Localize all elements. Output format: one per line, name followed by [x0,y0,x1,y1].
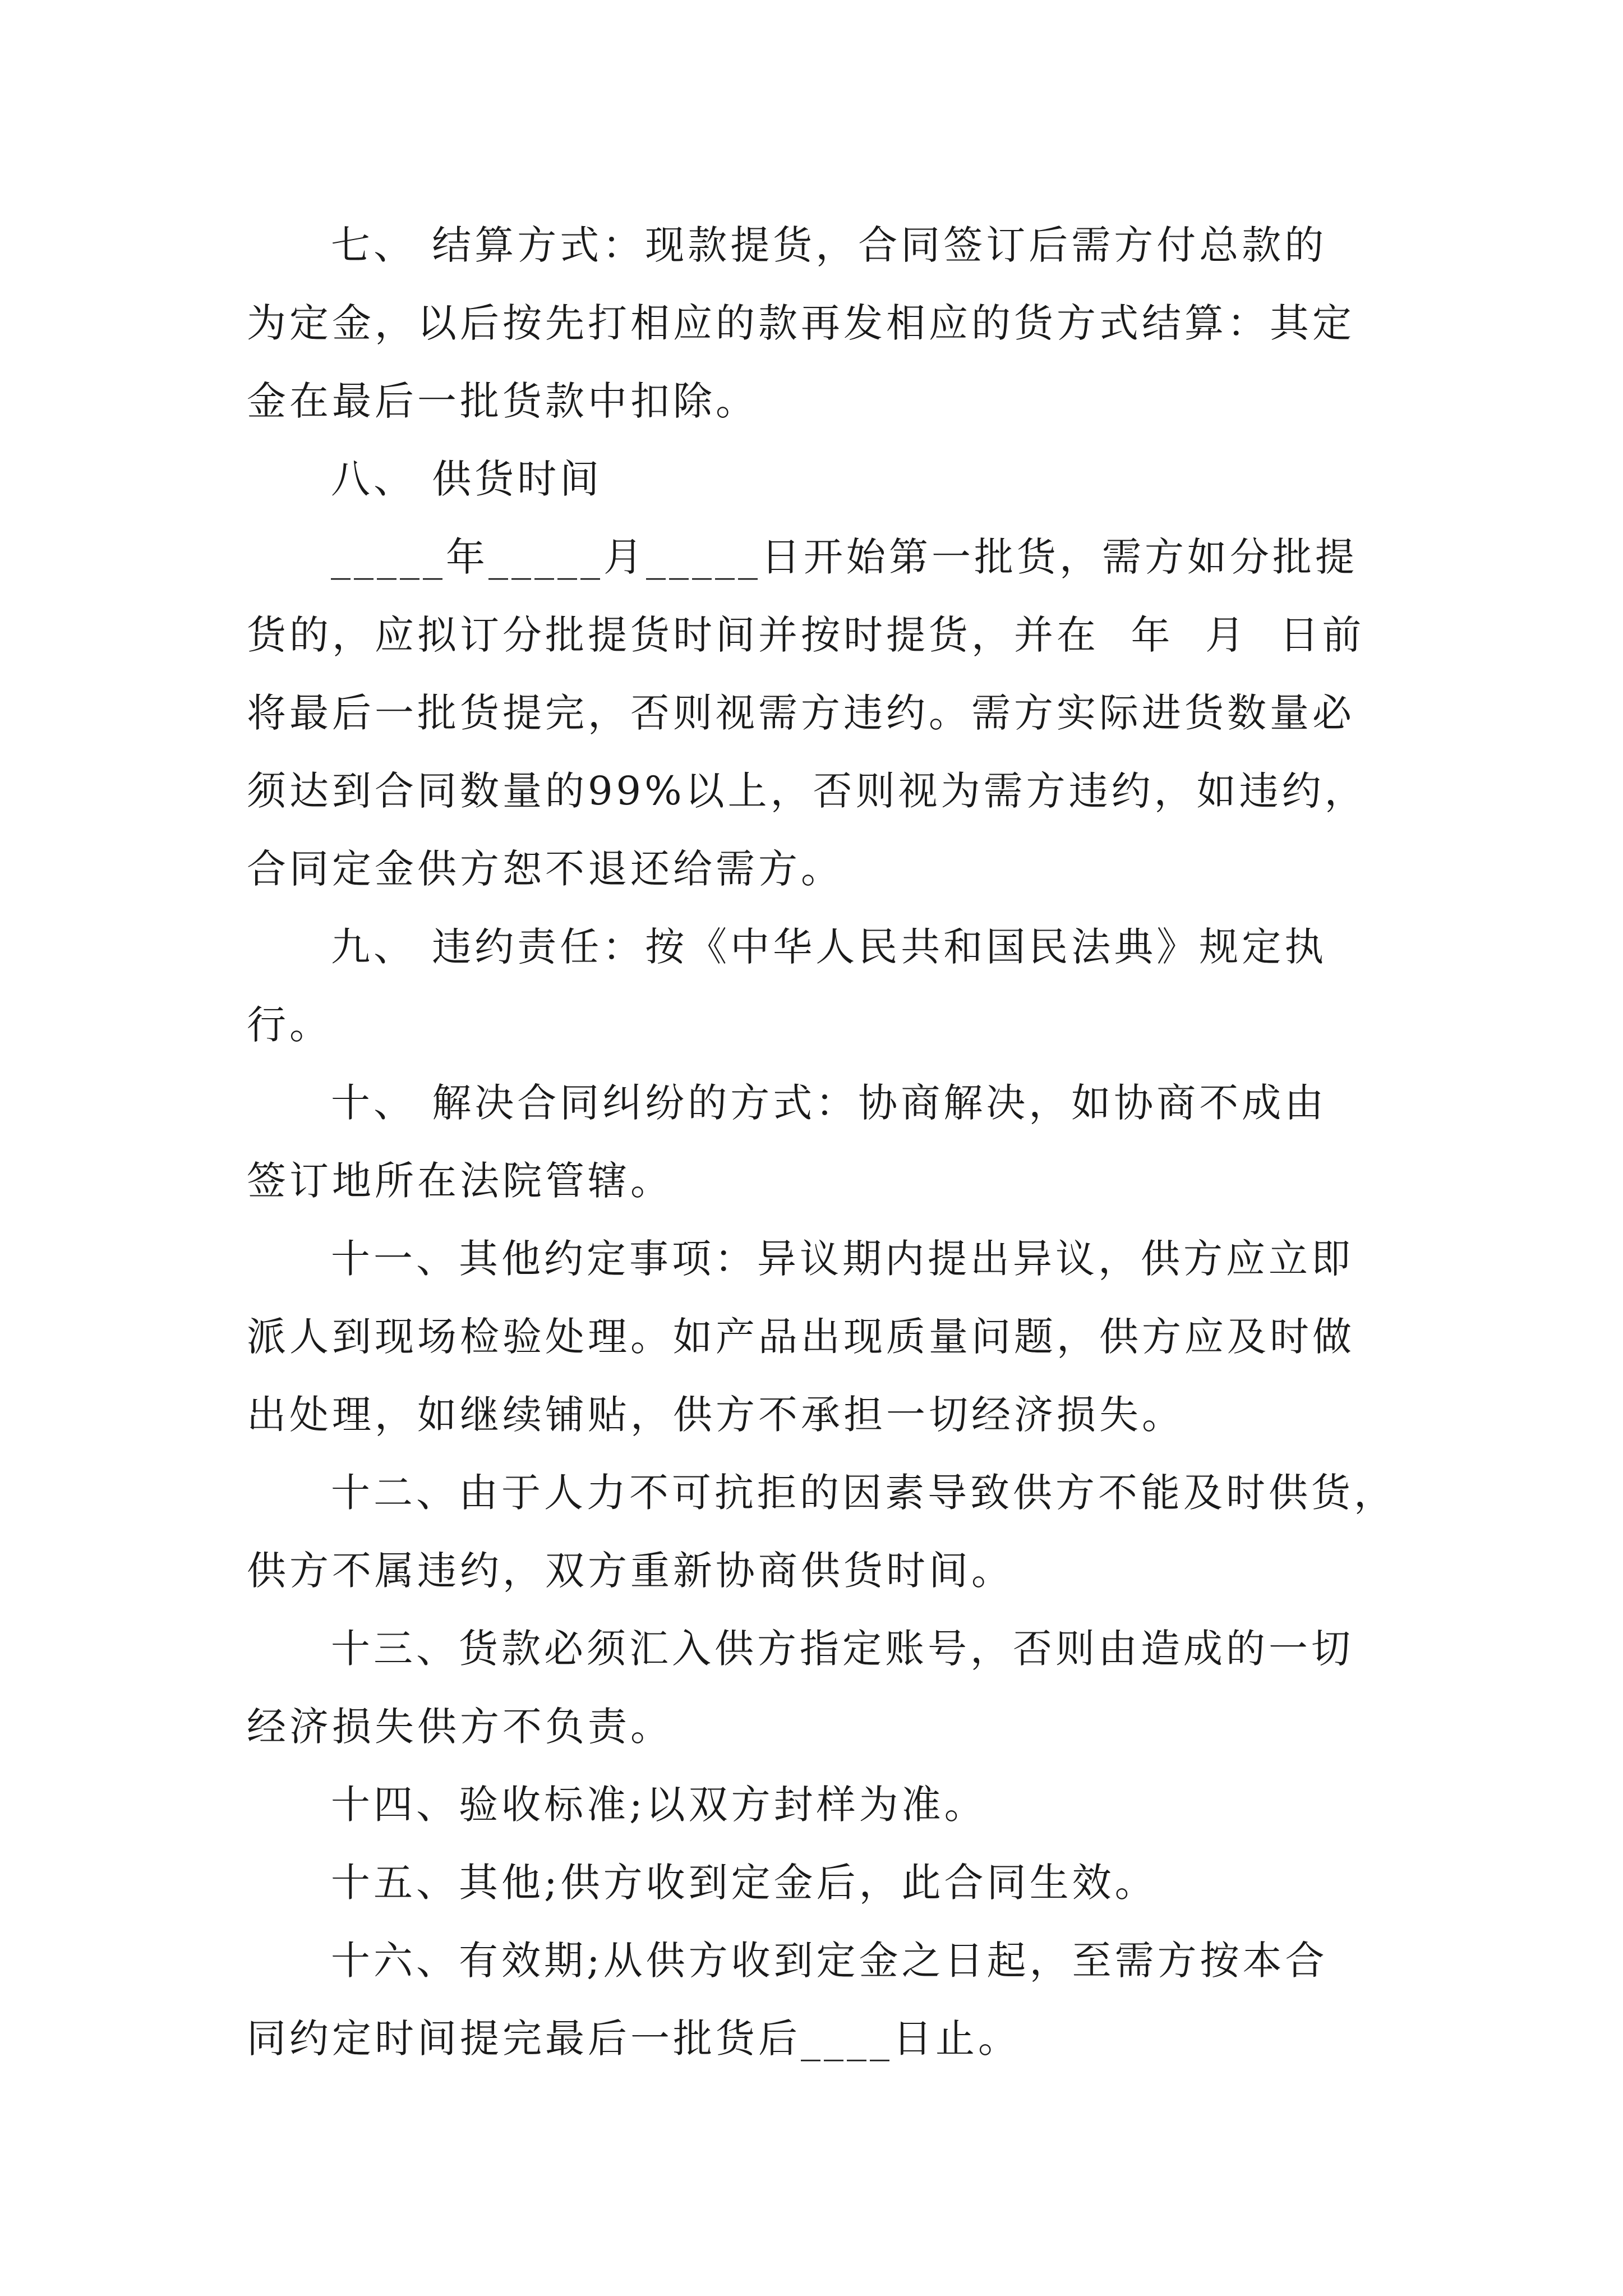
text-line: 七、 结算方式：现款提货，合同签订后需方付总款的 [331,222,1327,268]
document-body [247,206,1396,2078]
text-line: 出处理，如继续铺贴，供方不承担一切经济损失。 [247,1392,1184,1438]
text-line: 合同定金供方恕不退还给需方。 [247,846,843,892]
text-line: 签订地所在法院管辖。 [247,1158,673,1204]
text-line: 经济损失供方不负责。 [247,1704,673,1750]
text-line: 九、 违约责任：按《中华人民共和国民法典》规定执 [331,924,1327,970]
text-line: 十五、其他;供方收到定金后，此合同生效。 [331,1860,1158,1906]
text-line: 同约定时间提完最后一批货后____日止。 [247,2016,1021,2062]
section-heading: 八、 供货时间 [331,456,603,502]
text-line: 为定金，以后按先打相应的款再发相应的货方式结算：其定 [247,300,1355,346]
text-line: 供方不属违约，双方重新协商供货时间。 [247,1548,1014,1594]
text-line: _____年_____月_____日开始第一批货，需方如分批提 [331,534,1358,580]
text-line: 派人到现场检验处理。如产品出现质量问题，供方应及时做 [247,1314,1355,1360]
text-line: 十、 解决合同纠纷的方式：协商解决，如协商不成由 [331,1080,1327,1126]
text-line: 十三、货款必须汇入供方指定账号，否则由造成的一切 [331,1626,1354,1672]
text-line: 须达到合同数量的99%以上，否则视为需方违约，如违约， [247,768,1367,814]
text-line: 十二、由于人力不可抗拒的因素导致供方不能及时供货， [331,1470,1396,1516]
text-line: 十四、验收标准;以双方封样为准。 [331,1782,987,1828]
text-line: 十一、其他约定事项：异议期内提出异议，供方应立即 [331,1236,1354,1282]
text-line: 金在最后一批货款中扣除。 [247,378,758,424]
text-line: 行。 [247,1002,332,1048]
text-line: 十六、有效期;从供方收到定金之日起，至需方按本合 [331,1938,1328,1984]
text-line: 货的，应拟订分批提货时间并按时提货，并在 年 月 日前 [247,612,1365,658]
text-line: 将最后一批货提完，否则视需方违约。需方实际进货数量必 [247,690,1355,736]
